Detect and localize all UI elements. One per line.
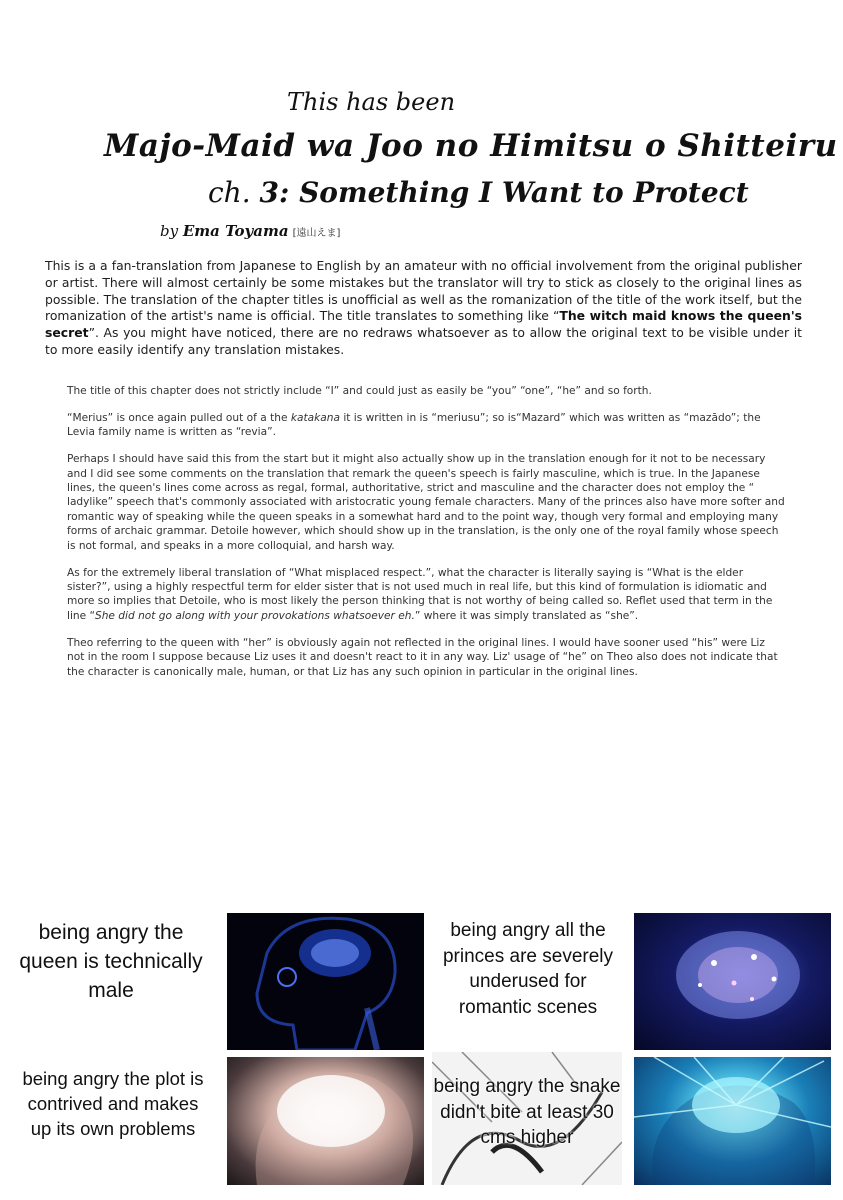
- by-label: by: [160, 222, 183, 240]
- meme-caption-3: being angry the plot is contrived and makes up its own problems: [22, 1068, 204, 1139]
- note-4-text-a: As for the extremely liberal translation of “What misplaced respect.”, what the character is literally saying is “What is the elder sister?”, using a highly respectful term for elder sister that is not used much in real life, but this kind of formulation is idiomatic and more so implies that Detoile, who is most likely the person thinking that is not worthy of being called so. Reflet used that term in the line “: [67, 566, 773, 622]
- note-4-italic: She did not go along with your provokations whatsoever eh.: [94, 609, 415, 622]
- intro-title-translation: The witch maid knows the queen's secret: [45, 308, 802, 341]
- note-3: Perhaps I should have said this from the start but it might also actually show up in the translation enough for it not to be necessary and I did see some comments on the translation that remark the queen's speech is fairly masculine, which is true. In the Japanese lines, the queen's lines come across as regal, formal, authoritative, strict and masculine and the character does not employ the “ ladylike” speech that's commonly associated with aristocratic young female characters. Many of the princes also have more softer and romantic way of speaking while the queen speaks in a somewhat hard and to the point way, though very formal and employing many forms of archaic grammar. Detoile however, which should show up in the translation, is the only one of the royal family whose speech is not formal, and speaks in a more colloquial, and harsh way.: [67, 453, 785, 552]
- note-5: Theo referring to the queen with “her” is obviously again not reflected in the original lines. I would have sooner used “his” were Liz not in the room I suppose because Liz uses it and doesn't react to it in any way. Liz' usage of “he” on Theo also does not indicate that the character is canonically male, human, or that Liz has any such opinion in particular in the original lines.: [67, 636, 778, 678]
- meme-caption-2: being angry all the princes are severely underused for romantic scenes: [442, 920, 614, 1018]
- meme-caption-1: being angry the queen is technically male: [19, 921, 203, 1002]
- intro-text-2: ”. As you might have noticed, there are no redraws whatsoever as to allow the original text to be visible under it to more easily identify any translation mistakes.: [45, 325, 802, 357]
- note-2-text-a: “Merius” is once again pulled out of a the: [67, 411, 291, 424]
- chapter-title: [208, 176, 749, 209]
- header-line-1: This has been: [287, 88, 456, 116]
- note-4-text-b: ” where it was simply translated as “she”.: [414, 609, 639, 622]
- radiant-head-image: [227, 1057, 424, 1185]
- chapter-name: 3: Something I Want to Protect: [259, 176, 749, 209]
- xray-skull-brain-image: [227, 913, 424, 1050]
- intro-text-1: This is a a fan-translation from Japanese to English by an amateur with no official involvement from the original publisher or artist. There will almost certainly be some mistakes but the translator will try to stick as closely to the original lines as possible. The translation of the chapter titles is unofficial as well as the romanization of the title of the work itself, but the romanization of the artist's name is official. The title translates to something like “: [45, 258, 802, 324]
- intro-paragraph: [45, 258, 802, 359]
- author-line: [160, 222, 340, 240]
- work-title: Majo-Maid wa Joo no Himitsu o Shitteiru: [104, 128, 838, 164]
- author-japanese: [遠山えま]: [292, 228, 341, 239]
- chapter-prefix: ch.: [208, 176, 260, 209]
- note-2-italic: katakana: [290, 411, 340, 424]
- note-1: The title of this chapter does not strictly include “I” and could just as easily be “you” “one”, “he” and so forth.: [67, 385, 652, 397]
- note-4: [67, 566, 785, 624]
- note-2-text-b: it is written in is “meriusu”; so is“Mazard” which was written as “mazādo”; the Levia family name is written as “revia”.: [67, 411, 761, 439]
- translator-notes: [67, 384, 785, 691]
- galaxy-brain-image: [634, 1057, 831, 1185]
- author-name: Ema Toyama: [182, 222, 289, 240]
- note-2: [67, 411, 785, 440]
- meme-caption-4: being angry the snake didn't bite at least 30 cms higher: [433, 1076, 621, 1148]
- glowing-brain-image: [634, 913, 831, 1050]
